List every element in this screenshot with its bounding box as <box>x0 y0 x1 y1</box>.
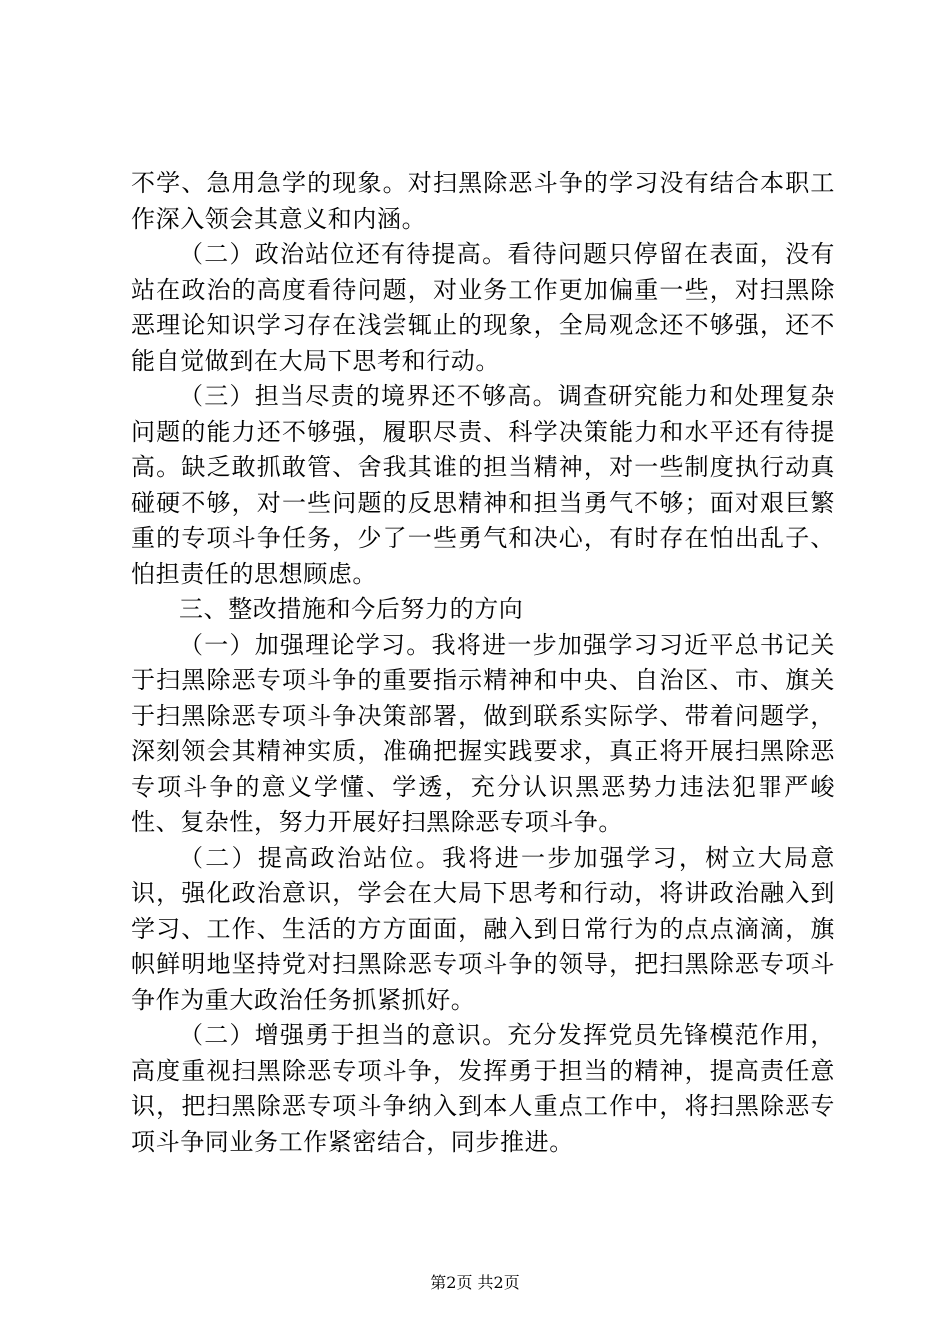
paragraph-7: （二）增强勇于担当的意识。充分发挥党员先锋模范作用，高度重视扫黑除恶专项斗争，发挥勇于担当的精神，提高责任意识，把扫黑除恶专项斗争纳入到本人重点工作中，将扫黑除恶专项斗争同业务工作紧密结合，同步推进。 <box>131 1021 835 1156</box>
paragraph-3: （三）担当尽责的境界还不够高。调查研究能力和处理复杂问题的能力还不够强，履职尽责、科学决策能力和水平还有待提高。缺乏敢抓敢管、舍我其谁的担当精神，对一些制度执行动真碰硬不够，对一些问题的反思精神和担当勇气不够；面对艰巨繁重的专项斗争任务，少了一些勇气和决心，有时存在怕出乱子、怕担责任的思想顾虑。 <box>131 382 835 588</box>
paragraph-5: （一）加强理论学习。我将进一步加强学习习近平总书记关于扫黑除恶专项斗争的重要指示精神和中央、自治区、市、旗关于扫黑除恶专项斗争决策部署，做到联系实际学、带着问题学，深刻领会其精神实质，准确把握实践要求，真正将开展扫黑除恶专项斗争的意义学懂、学透，充分认识黑恶势力违法犯罪严峻性、复杂性，努力开展好扫黑除恶专项斗争。 <box>131 630 835 836</box>
paragraph-6: （二）提高政治站位。我将进一步加强学习，树立大局意识，强化政治意识，学会在大局下思考和行动，将讲政治融入到学习、工作、生活的方方面面，融入到日常行为的点点滴滴，旗帜鲜明地坚持党对扫黑除恶专项斗争的领导，把扫黑除恶专项斗争作为重大政治任务抓紧抓好。 <box>131 843 835 1014</box>
paragraph-2: （二）政治站位还有待提高。看待问题只停留在表面，没有站在政治的高度看待问题，对业务工作更加偏重一些，对扫黑除恶理论知识学习存在浅尝辄止的现象，全局观念还不够强，还不能自觉做到在大局下思考和行动。 <box>131 240 835 375</box>
paragraph-1: 不学、急用急学的现象。对扫黑除恶斗争的学习没有结合本职工作深入领会其意义和内涵。 <box>131 169 835 233</box>
section-heading: 三、整改措施和今后努力的方向 <box>179 595 524 623</box>
page-footer <box>0 1273 950 1293</box>
document-body <box>131 166 835 1160</box>
page-number: 第2页 共2页 <box>430 1273 520 1292</box>
